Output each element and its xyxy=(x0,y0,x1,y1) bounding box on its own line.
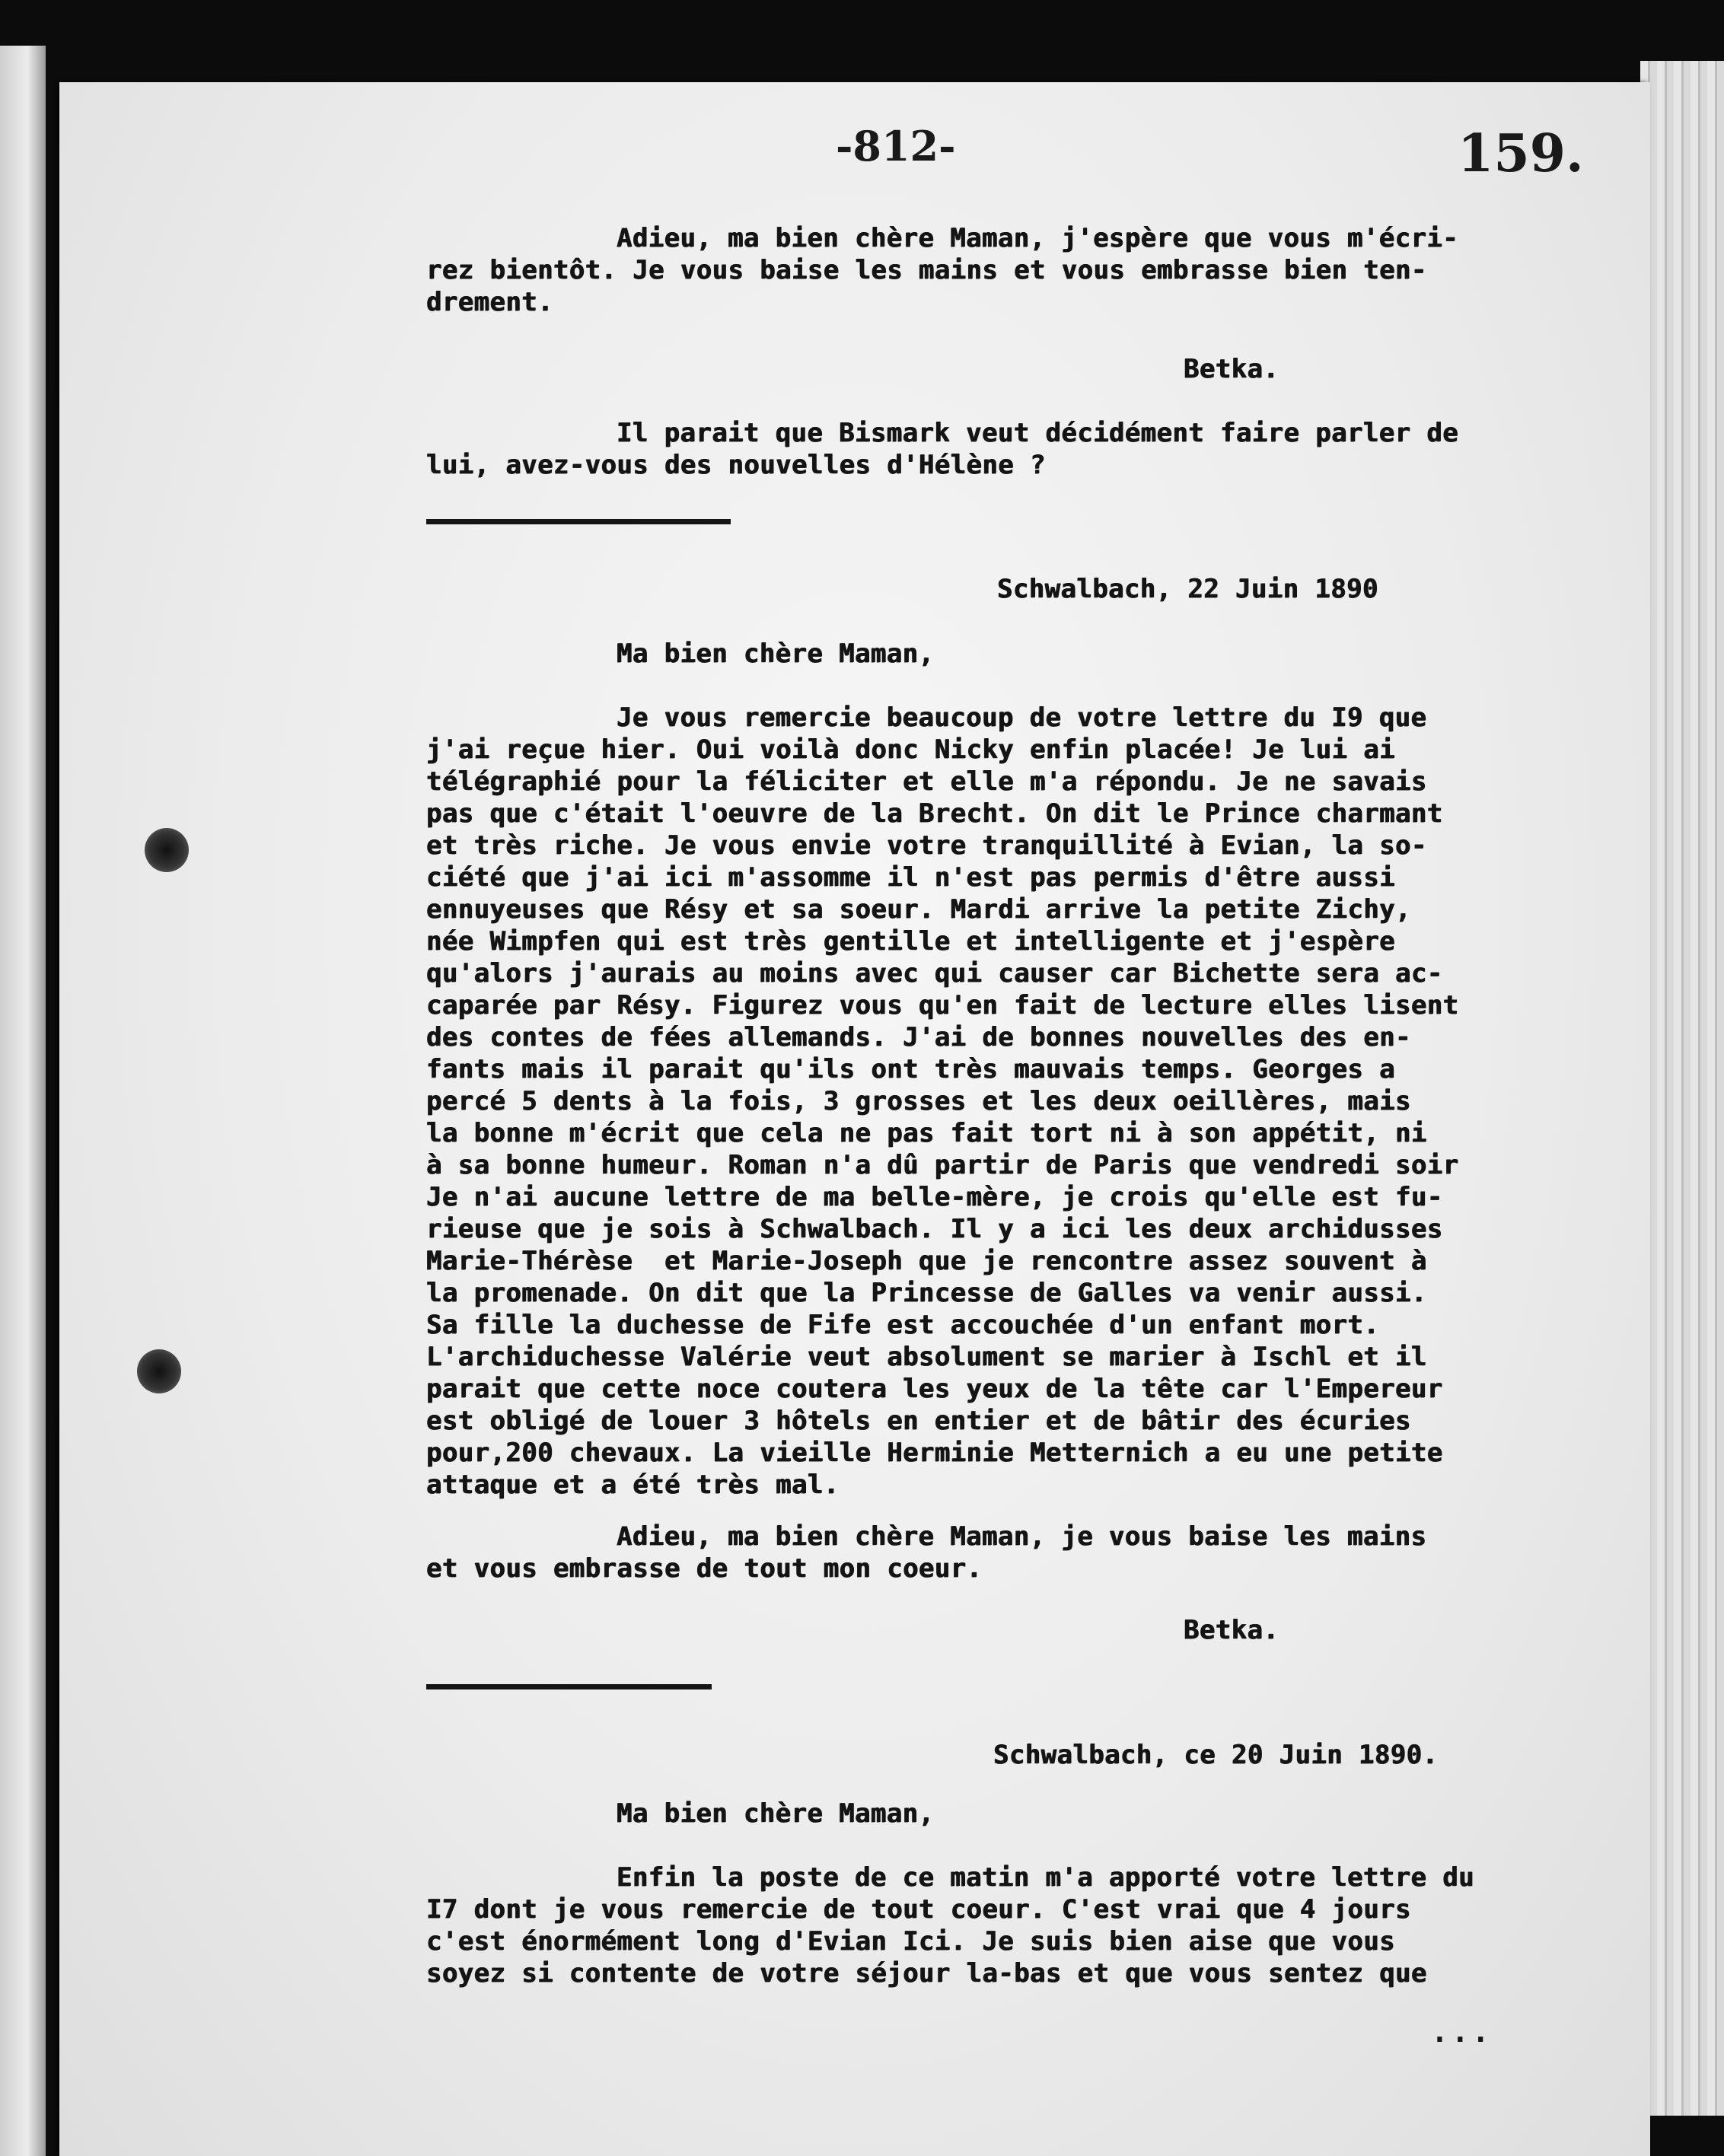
text-line: la bonne m'écrit que cela ne pas fait tort ni à son appétit, ni xyxy=(426,1118,1427,1148)
text-line: est obligé de louer 3 hôtels en entier et de bâtir des écuries xyxy=(426,1406,1411,1436)
salutation: Ma bien chère Maman, xyxy=(617,639,935,669)
text-line: ennuyeuses que Résy et sa soeur. Mardi arrive la petite Zichy, xyxy=(426,894,1411,925)
letter-separator xyxy=(426,519,731,524)
text-line: soyez si contente de votre séjour la-bas et que vous sentez que xyxy=(426,1958,1427,1989)
text-line: percé 5 dents à la fois, 3 grosses et les deux oeillères, mais xyxy=(426,1086,1411,1116)
text-line: qu'alors j'aurais au moins avec qui causer car Bichette sera ac- xyxy=(426,958,1443,989)
page-number: 159. xyxy=(1458,123,1584,184)
text-line: née Wimpfen qui est très gentille et intelligente et j'espère xyxy=(426,926,1396,957)
text-line: L'archiduchesse Valérie veut absolument se marier à Ischl et il xyxy=(426,1342,1427,1372)
text-line: parait que cette noce coutera les yeux de la tête car l'Empereur xyxy=(426,1374,1443,1404)
text-line: Je vous remercie beaucoup de votre lettre du I9 que xyxy=(617,702,1427,733)
text-line: Sa fille la duchesse de Fife est accouchée d'un enfant mort. xyxy=(426,1310,1380,1340)
text-line: ciété que j'ai ici m'assomme il n'est pas permis d'être aussi xyxy=(426,862,1396,893)
text-line: c'est énormément long d'Evian Ici. Je suis bien aise que vous xyxy=(426,1926,1396,1957)
signature: Betka. xyxy=(1184,354,1279,384)
text-line: attaque et a été très mal. xyxy=(426,1470,840,1500)
punch-hole-top xyxy=(145,828,189,872)
punch-hole-bottom xyxy=(137,1349,181,1393)
text-line: drement. xyxy=(426,287,553,317)
text-line: pour,200 chevaux. La vieille Herminie Metternich a eu une petite xyxy=(426,1438,1443,1468)
closing-line: et vous embrasse de tout mon coeur. xyxy=(426,1553,983,1584)
text-line: rez bientôt. Je vous baise les mains et vous embrasse bien ten- xyxy=(426,255,1427,285)
text-line: pas que c'était l'oeuvre de la Brecht. On dit le Prince charmant xyxy=(426,798,1443,829)
text-line: Adieu, ma bien chère Maman, j'espère que vous m'écri- xyxy=(617,223,1459,253)
closing-line: Adieu, ma bien chère Maman, je vous baise les mains xyxy=(617,1521,1427,1552)
dateline: Schwalbach, 22 Juin 1890 xyxy=(997,574,1378,604)
postscript-line: Il parait que Bismark veut décidément faire parler de xyxy=(617,418,1459,448)
text-line: Marie-Thérèse et Marie-Joseph que je rencontre assez souvent à xyxy=(426,1246,1427,1276)
letter-separator xyxy=(426,1684,712,1689)
continuation-mark: ... xyxy=(1431,2015,1493,2049)
signature: Betka. xyxy=(1184,1615,1279,1645)
text-line: Enfin la poste de ce matin m'a apporté votre lettre du xyxy=(617,1862,1474,1893)
salutation: Ma bien chère Maman, xyxy=(617,1798,935,1829)
page-stack-edge xyxy=(1640,61,1724,2116)
text-line: rieuse que je sois à Schwalbach. Il y a ici les deux archidusses xyxy=(426,1214,1443,1244)
text-line: télégraphié pour la féliciter et elle m'a répondu. Je ne savais xyxy=(426,766,1427,797)
text-line: fants mais il parait qu'ils ont très mauvais temps. Georges a xyxy=(426,1054,1396,1084)
text-line: à sa bonne humeur. Roman n'a dû partir de Paris que vendredi soir xyxy=(426,1150,1459,1180)
archive-number: -812- xyxy=(836,122,956,170)
text-line: I7 dont je vous remercie de tout coeur. C'est vrai que 4 jours xyxy=(426,1894,1411,1925)
text-line: la promenade. On dit que la Princesse de Galles va venir aussi. xyxy=(426,1278,1427,1308)
text-line: Je n'ai aucune lettre de ma belle-mère, je crois qu'elle est fu- xyxy=(426,1182,1443,1212)
text-line: des contes de fées allemands. J'ai de bonnes nouvelles des en- xyxy=(426,1022,1411,1053)
adjacent-page-edge xyxy=(0,46,46,2156)
dateline: Schwalbach, ce 20 Juin 1890. xyxy=(993,1740,1439,1770)
text-line: caparée par Résy. Figurez vous qu'en fait de lecture elles lisent xyxy=(426,990,1459,1021)
text-line: et très riche. Je vous envie votre tranquillité à Evian, la so- xyxy=(426,830,1427,861)
text-line: j'ai reçue hier. Oui voilà donc Nicky enfin placée! Je lui ai xyxy=(426,734,1396,765)
postscript-line: lui, avez-vous des nouvelles d'Hélène ? xyxy=(426,450,1046,480)
